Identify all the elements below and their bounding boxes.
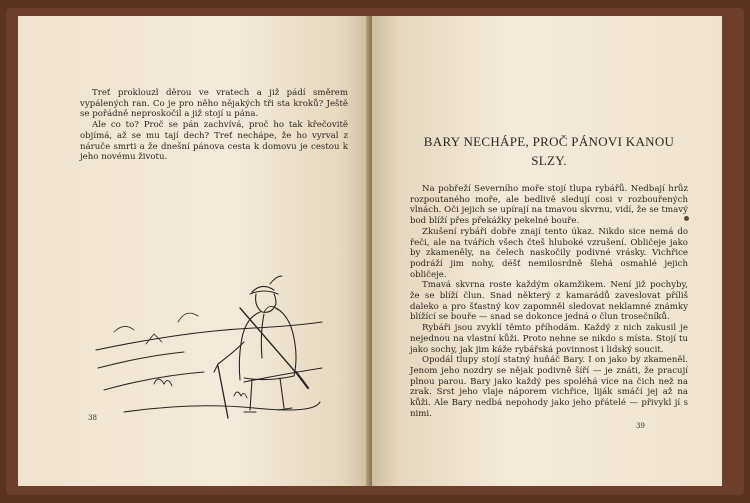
left-page-text <box>80 88 348 163</box>
left-paragraph-1: Treť proklouzl děrou ve vratech a již pádí směrem vypálených ran. Co je pro něho nějakých tři sta kroků? Ještě se pořádně neproskočil a již stojí u pána. <box>80 88 348 120</box>
chapter-title: BARY NECHÁPE, PROČ PÁNOVI KANOU SLZY. <box>423 134 675 168</box>
left-page <box>18 16 370 486</box>
right-page-text <box>410 184 688 419</box>
right-page <box>372 16 722 486</box>
right-paragraph-2: Zkušení rybáři dobře znají tento úkaz. Nikdo sice nemá do řeči, ale na tvářích všech čteš hluboké vzrušení. Obličeje jako by zkameněly, na čelech naskočily podivné vrásky. Vichřice podráží jim nohy, déšť nemilosrdně šlehá osmahlé jejich obličeje. <box>410 226 688 280</box>
ink-spot <box>684 216 689 221</box>
left-paragraph-2: Ale co to? Proč se pán zachvívá, proč ho tak křečovitě objímá, až se mu tají dech? Treť nechápe, že ho vyrval z náruče smrti a že dnešní pánova cesta k domovu je cestou k jeho novému životu. <box>80 120 348 163</box>
hunter-illustration <box>94 272 324 420</box>
right-paragraph-3: Tmavá skvrna roste každým okamžikem. Není již pochyby, že se blíží člun. Snad některý z kamarádů zaveslovat příliš daleko a pro šťastný kov zapomněl sledovat neklamné známky blížící se bouře — snad se dokonce jedná o člun trosečníků. <box>410 280 688 323</box>
right-paragraph-5: Opodál tlupy stojí statný huňáč Bary. I on jako by zkameněl. Jenom jeho nozdry se nějak podivně šíří — je znáti, že pracují plnou parou. Bary jako každý pes spoléhá více na čich než na zrak. Srst jeho vlaje náporem vichřice, liják smáčí jej až na kůži. Ale Bary nedbá nepohody jako jeho přátelé — přivykl jí s nimi. <box>410 355 688 419</box>
right-page-number: 39 <box>636 422 645 430</box>
right-paragraph-4: Rybáři jsou zvyklí těmto příhodám. Každý z nich zakusil je nejednou na vlastní kůži. Proto nehne se nikdo s místa. Stojí tu jako sochy, jak jim káže rybářská povinnost i lidský soucit. <box>410 323 688 355</box>
right-paragraph-1: Na pobřeží Severního moře stojí tlupa rybářů. Nedbají hrůz rozpoutaného moře, ale bedlivě sledují cosi v rozbouřených vlnách. Oči jejich se upírají na tmavou skvrnu, vidí, že se tmavý bod blíží přes překážky pekelné bouře. <box>410 184 688 227</box>
left-page-number: 38 <box>88 414 97 422</box>
